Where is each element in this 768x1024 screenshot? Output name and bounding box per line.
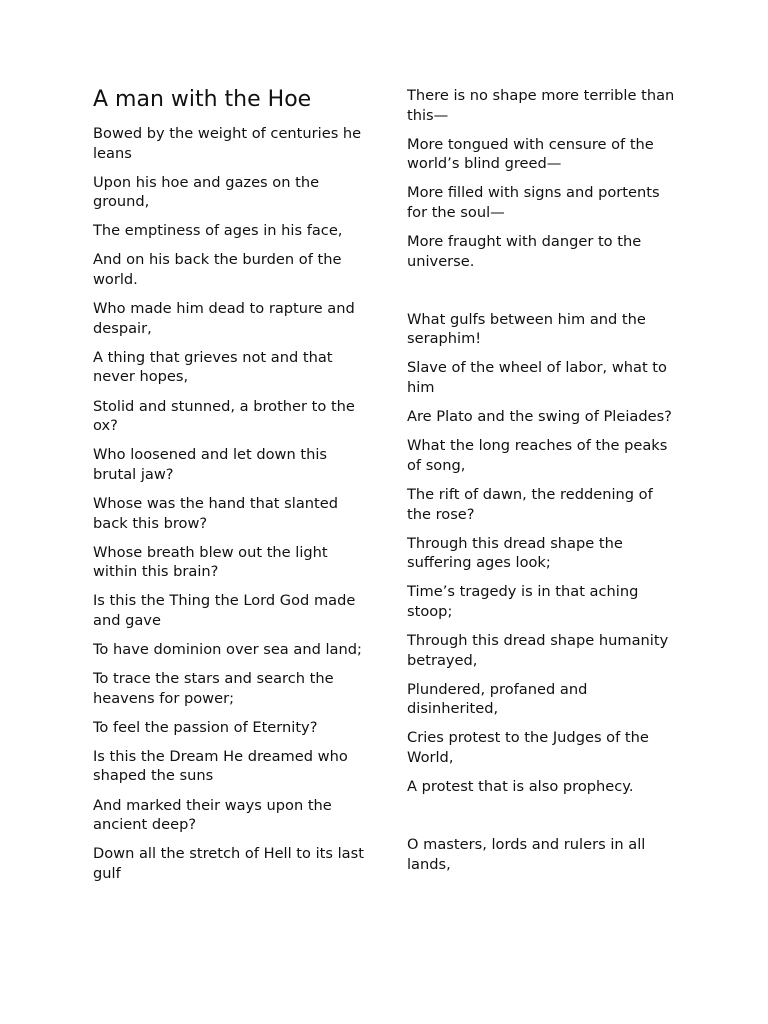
poem-line: O masters, lords and rulers in all lands, (407, 836, 646, 873)
poem-line: Through this dread shape the suffering ages look; (407, 534, 623, 572)
poem-line: The emptiness of ages in his face, (93, 222, 343, 240)
stanza-break (407, 281, 679, 310)
poem-line: Stolid and stunned, a brother to the ox? (93, 397, 355, 435)
poem-line: Whose was the hand that slanted back this brow? (93, 494, 338, 532)
poem-line: Down all the stretch of Hell to its last gulf (93, 845, 364, 882)
poem-line: Whose breath blew out the light within this brain? (93, 543, 328, 581)
poem-line: Plundered, profaned and disinherited, (407, 680, 588, 718)
poem-line: Slave of the wheel of labor, what to him (407, 359, 667, 397)
poem-line: More fraught with danger to the universe. (407, 233, 642, 270)
poem-line: More filled with signs and portents for the soul— (407, 184, 660, 221)
poem-line: What gulfs between him and the seraphim! (407, 310, 646, 348)
stanza-break (407, 806, 679, 835)
poem-line: And on his back the burden of the world. (93, 251, 342, 289)
stanza-3 (407, 835, 679, 874)
stanza-1 (407, 86, 679, 271)
poem-line: Who made him dead to rapture and despair, (93, 300, 355, 337)
poem-title: A man with the Hoe (93, 87, 312, 112)
poem-line: Who loosened and let down this brutal jaw? (93, 446, 328, 483)
poem-line: A thing that grieves not and that never hopes, (93, 348, 333, 386)
poem-line: To have dominion over sea and land; (93, 640, 362, 658)
left-column (93, 86, 365, 893)
poem-line: Bowed by the weight of centuries he leans (93, 125, 362, 162)
poem-line: Is this the Dream He dreamed who shaped the suns (93, 747, 348, 785)
poem-line: And marked their ways upon the ancient deep? (93, 796, 332, 834)
stanza-2 (407, 310, 679, 797)
poem-line: Through this dread shape humanity betrayed, (407, 631, 669, 669)
poem-line: Are Plato and the swing of Pleiades? (407, 408, 672, 426)
right-column (407, 86, 679, 884)
poem-line: Time’s tragedy is in that aching stoop; (407, 583, 639, 620)
poem-line: A protest that is also prophecy. (407, 778, 634, 796)
poem-line: To trace the stars and search the heavens for power; (93, 670, 334, 707)
poem-line: What the long reaches of the peaks of song, (407, 437, 668, 474)
poem-line: Is this the Thing the Lord God made and gave (93, 592, 356, 629)
poem-line: Cries protest to the Judges of the World, (407, 729, 649, 766)
poem-line: Upon his hoe and gazes on the ground, (93, 173, 320, 211)
poem-line: To feel the passion of Eternity? (93, 718, 318, 736)
poem-line: There is no shape more terrible than this— (407, 87, 675, 124)
poem-line: More tongued with censure of the world’s blind greed— (407, 135, 654, 173)
poem-line: The rift of dawn, the reddening of the rose? (407, 485, 653, 523)
